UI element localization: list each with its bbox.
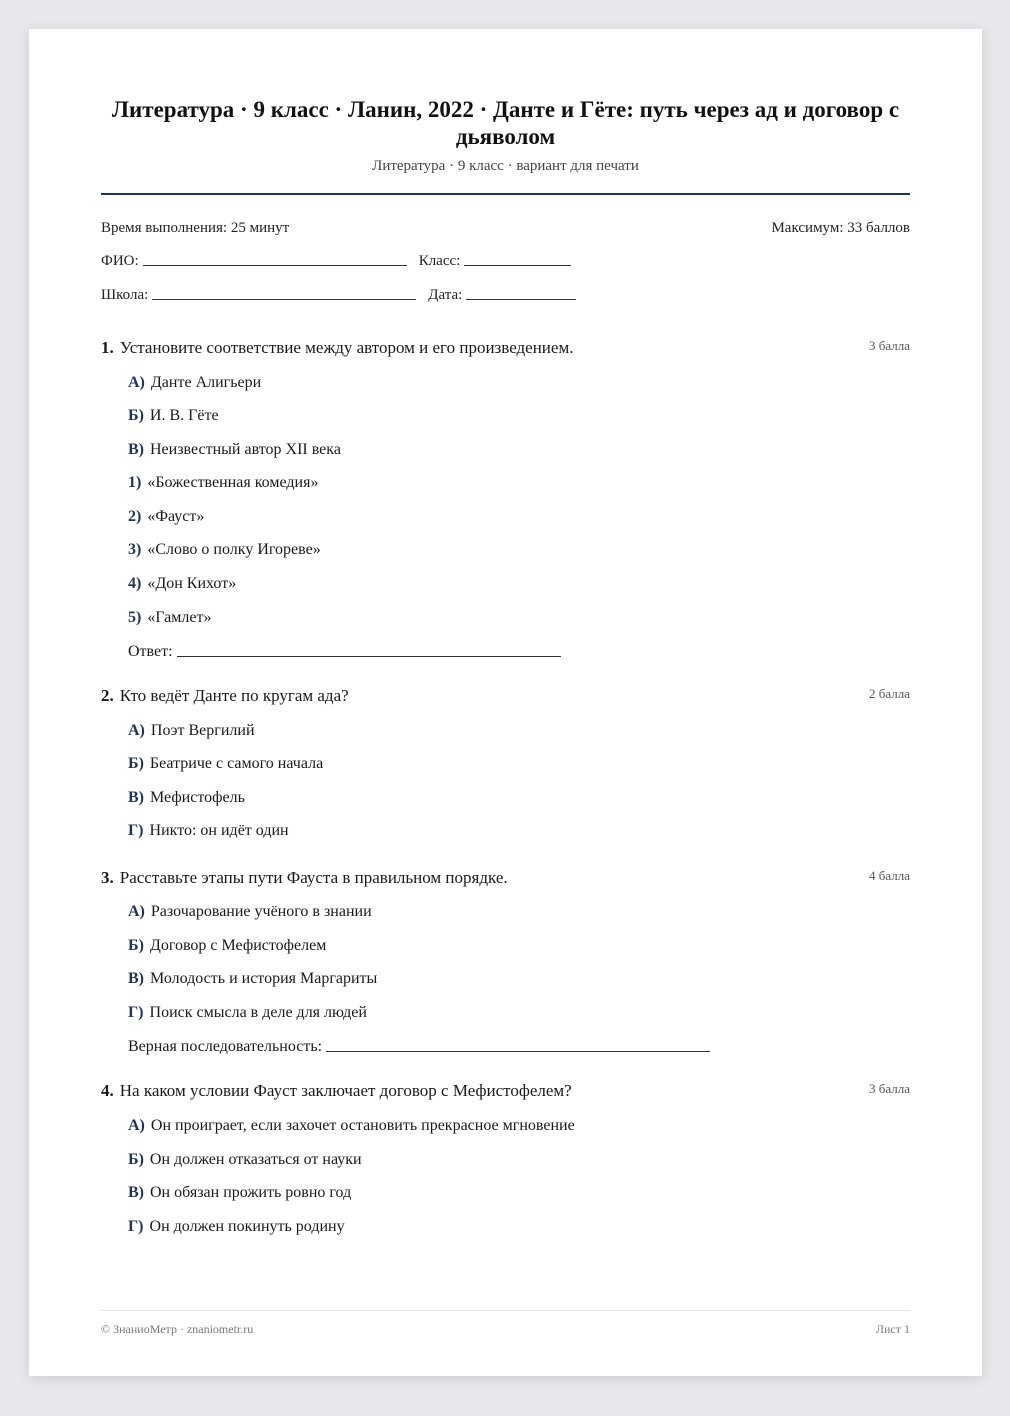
option-text: Поэт Вергилий bbox=[150, 722, 255, 739]
option-item bbox=[128, 374, 261, 392]
question-text: Кто ведёт Данте по кругам ада? bbox=[119, 686, 349, 705]
option-text: Данте Алигьери bbox=[150, 374, 262, 391]
option-text: Никто: он идёт один bbox=[149, 822, 289, 839]
header-divider bbox=[101, 193, 910, 195]
option-label: В) bbox=[128, 970, 144, 987]
question-points: 3 балла bbox=[869, 1081, 910, 1096]
option-label: А) bbox=[128, 1117, 145, 1134]
answer-field[interactable] bbox=[177, 655, 561, 657]
option-text: Он должен покинуть родину bbox=[149, 1218, 345, 1235]
option-item bbox=[128, 609, 211, 627]
option-text: «Дон Кихот» bbox=[147, 575, 237, 592]
option-item bbox=[128, 541, 321, 559]
answer-row bbox=[128, 643, 573, 661]
answer-label: Верная последовательность: bbox=[128, 1038, 323, 1055]
question-2 bbox=[101, 686, 910, 706]
option-item bbox=[128, 407, 219, 425]
option-item bbox=[128, 474, 318, 492]
option-label: 3) bbox=[128, 541, 142, 558]
option-label: 4) bbox=[128, 575, 142, 592]
question-text: Установите соответствие между автором и его произведением. bbox=[119, 338, 574, 357]
option-label: В) bbox=[128, 441, 144, 458]
class-label: Класс: bbox=[418, 253, 461, 269]
fio-label: ФИО: bbox=[101, 253, 139, 269]
option-text: И. В. Гёте bbox=[149, 407, 219, 424]
option-text: Поиск смысла в деле для людей bbox=[149, 1004, 367, 1021]
option-item bbox=[128, 937, 326, 955]
option-item bbox=[128, 1184, 351, 1202]
fio-class-row bbox=[101, 253, 583, 270]
option-label: Б) bbox=[128, 937, 144, 954]
option-label: А) bbox=[128, 374, 145, 391]
question-text: Расставьте этапы пути Фауста в правильном порядке. bbox=[119, 868, 508, 887]
date-label: Дата: bbox=[428, 287, 463, 303]
school-label: Школа: bbox=[101, 287, 149, 303]
option-label: Г) bbox=[128, 1004, 144, 1021]
max-score: Максимум: 33 баллов bbox=[771, 220, 910, 236]
answer-label: Ответ: bbox=[128, 643, 173, 660]
option-item bbox=[128, 1004, 367, 1022]
option-item bbox=[128, 1218, 345, 1236]
option-label: В) bbox=[128, 1184, 144, 1201]
option-text: «Гамлет» bbox=[147, 609, 212, 626]
time-limit: Время выполнения: 25 минут bbox=[101, 220, 290, 236]
page-subtitle: Литература · 9 класс · вариант для печати bbox=[372, 158, 639, 174]
option-item bbox=[128, 441, 341, 459]
school-date-row bbox=[101, 287, 588, 304]
answer-field[interactable] bbox=[326, 1050, 710, 1052]
question-points: 4 балла bbox=[869, 868, 910, 883]
option-item bbox=[128, 822, 289, 840]
question-number: 1. bbox=[101, 338, 114, 357]
question-points: 3 балла bbox=[869, 338, 910, 353]
option-item bbox=[128, 1151, 362, 1169]
footer-copyright: © ЗнаниоМетр · znaniometr.ru bbox=[101, 1322, 254, 1336]
option-item bbox=[128, 575, 236, 593]
answer-row bbox=[128, 1038, 722, 1056]
question-4 bbox=[101, 1081, 910, 1101]
option-label: Б) bbox=[128, 1151, 144, 1168]
option-text: «Фауст» bbox=[147, 508, 205, 525]
footer-divider bbox=[101, 1310, 910, 1311]
question-points: 2 балла bbox=[869, 686, 910, 701]
option-text: «Божественная комедия» bbox=[147, 474, 319, 491]
option-text: Разочарование учёного в знании bbox=[150, 903, 372, 920]
option-label: Г) bbox=[128, 1218, 144, 1235]
question-text: На каком условии Фауст заключает договор с Мефистофелем? bbox=[119, 1081, 572, 1100]
class-field[interactable] bbox=[464, 264, 571, 266]
page-number: Лист 1 bbox=[875, 1322, 910, 1336]
option-text: Неизвестный автор XII века bbox=[150, 441, 341, 458]
option-text: Беатриче с самого начала bbox=[149, 755, 324, 772]
option-text: Молодость и история Маргариты bbox=[150, 970, 378, 987]
question-number: 3. bbox=[101, 868, 114, 887]
option-label: 2) bbox=[128, 508, 142, 525]
page-title: Литература · 9 класс · Ланин, 2022 · Данте и Гёте: путь через ад и договор с дьяволом bbox=[111, 97, 900, 149]
fio-field[interactable] bbox=[143, 264, 407, 266]
option-label: А) bbox=[128, 722, 145, 739]
option-text: Договор с Мефистофелем bbox=[149, 937, 327, 954]
worksheet-page bbox=[29, 29, 982, 1376]
option-label: А) bbox=[128, 903, 145, 920]
option-item bbox=[128, 789, 245, 807]
question-number: 2. bbox=[101, 686, 114, 705]
question-1 bbox=[101, 338, 910, 358]
option-text: «Слово о полку Игореве» bbox=[147, 541, 321, 558]
option-item bbox=[128, 508, 204, 526]
option-text: Мефистофель bbox=[150, 789, 245, 806]
option-item bbox=[128, 970, 377, 988]
option-label: 1) bbox=[128, 474, 142, 491]
option-label: Б) bbox=[128, 755, 144, 772]
question-number: 4. bbox=[101, 1081, 114, 1100]
option-item bbox=[128, 1117, 575, 1135]
option-item bbox=[128, 722, 255, 740]
option-item bbox=[128, 755, 323, 773]
option-text: Он должен отказаться от науки bbox=[149, 1151, 362, 1168]
option-text: Он обязан прожить ровно год bbox=[150, 1184, 352, 1201]
option-label: Г) bbox=[128, 822, 144, 839]
option-text: Он проиграет, если захочет остановить прекрасное мгновение bbox=[150, 1117, 575, 1134]
question-3 bbox=[101, 868, 910, 888]
school-field[interactable] bbox=[152, 298, 416, 300]
option-label: 5) bbox=[128, 609, 142, 626]
option-label: Б) bbox=[128, 407, 144, 424]
option-label: В) bbox=[128, 789, 144, 806]
date-field[interactable] bbox=[466, 298, 576, 300]
option-item bbox=[128, 903, 372, 921]
